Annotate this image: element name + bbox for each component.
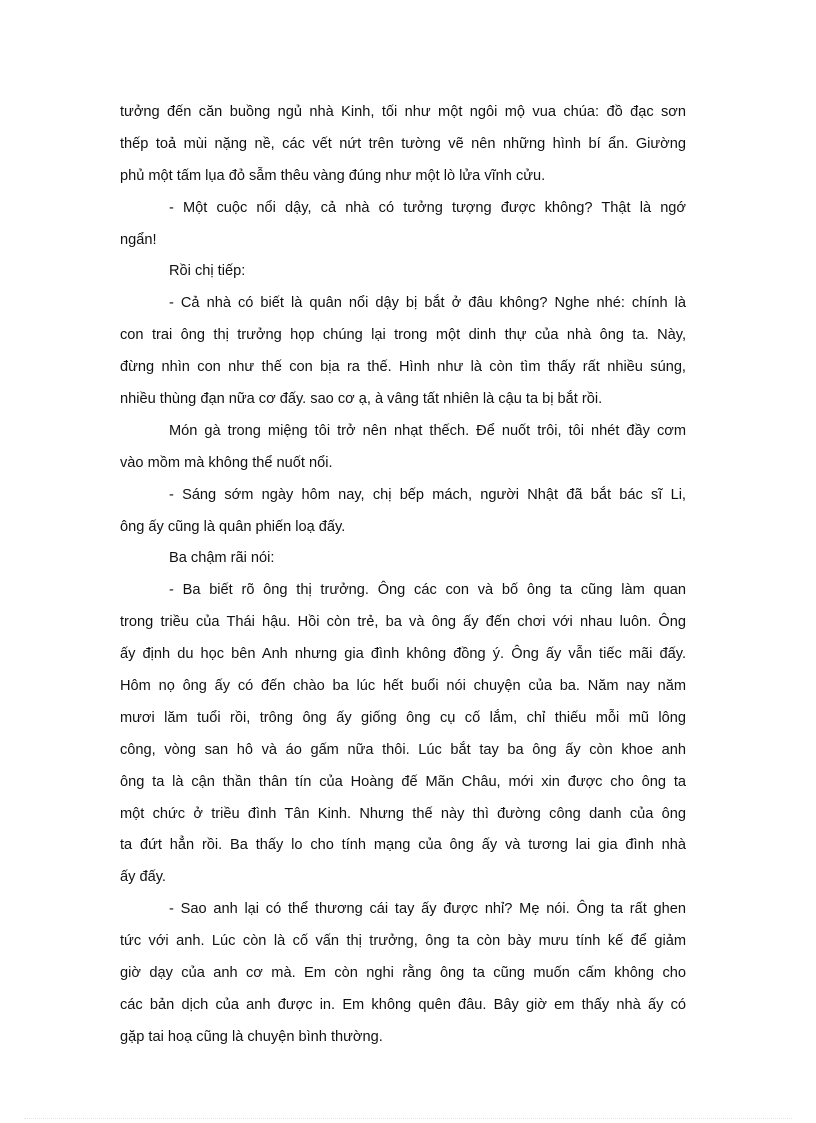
text-line: gặp tai hoạ cũng là chuyện bình thường.	[120, 1028, 383, 1045]
text-line: tức với anh. Lúc còn là cố vấn thị trưởng, ông ta còn bày mưu tính kế để giảm	[120, 933, 686, 950]
text-line: Rồi chị tiếp:	[169, 263, 246, 280]
text-line: giờ dạy của anh cơ mà. Em còn nghi rằng ông ta cũng muốn cấm không cho	[120, 965, 686, 982]
text-line: - Sáng sớm ngày hôm nay, chị bếp mách, người Nhật đã bắt bác sĩ Li,	[169, 486, 686, 503]
text-line: đừng nhìn con như thế con bịa ra thế. Hình như là còn tìm thấy rất nhiều súng,	[120, 359, 686, 376]
text-line: trong triều của Thái hậu. Hồi còn trẻ, ba và ông ấy đến chơi với nhau luôn. Ông	[120, 614, 686, 631]
text-line: ông ấy cũng là quân phiến loạ đấy.	[120, 518, 346, 535]
text-line: ta đứt hẳn rồi. Ba thấy lo cho tính mạng của ông ấy và tương lai gia đình nhà	[120, 837, 686, 854]
text-line: thếp toả mùi nặng nề, các vết nứt trên tường vẽ nên những hình bí ẩn. Giường	[120, 135, 686, 152]
text-line: ngẩn!	[120, 231, 157, 248]
body-text	[120, 97, 686, 1054]
page-bottom-rule	[24, 1118, 792, 1119]
text-line: nhiều thùng đạn nữa cơ đấy. sao cơ ạ, à vâng tất nhiên là cậu ta bị bắt rồi.	[120, 391, 603, 408]
text-line: vào mồm mà không thể nuốt nổi.	[120, 454, 333, 471]
text-line: ấy đấy.	[120, 869, 166, 886]
text-line: - Một cuộc nổi dậy, cả nhà có tưởng tượng được không? Thật là ngớ	[169, 199, 686, 216]
text-line: Món gà trong miệng tôi trở nên nhạt thếch. Để nuốt trôi, tôi nhét đầy cơm	[169, 422, 686, 439]
text-line: tưởng đến căn buồng ngủ nhà Kinh, tối như một ngôi mộ vua chúa: đồ đạc sơn	[120, 104, 686, 120]
text-line: công, vòng san hô và áo gấm nữa thôi. Lúc bắt tay ba ông ấy còn khoe anh	[120, 741, 686, 758]
text-line: - Cả nhà có biết là quân nổi dậy bị bắt ở đâu không? Nghe nhé: chính là	[169, 295, 686, 312]
text-line: ấy định du học bên Anh nhưng gia đình không đồng ý. Ông ấy vẫn tiếc mãi đấy.	[120, 646, 686, 663]
text-line: - Ba biết rõ ông thị trưởng. Ông các con và bố ông ta cũng làm quan	[169, 582, 686, 599]
text-line: - Sao anh lại có thể thương cái tay ấy được nhỉ? Mẹ nói. Ông ta rất ghen	[169, 901, 686, 918]
text-line: ông ta là cận thần thân tín của Hoàng đế Mãn Châu, mới xin được cho ông ta	[120, 773, 686, 790]
text-line: con trai ông thị trưởng họp chúng lại trong một dinh thự của nhà ông ta. Này,	[120, 327, 686, 344]
text-line: các bản dịch của anh được in. Em không quên đâu. Bây giờ em thấy nhà ấy có	[120, 996, 686, 1013]
text-line: Hôm nọ ông ấy có đến chào ba lúc hết buổi nói chuyện của ba. Năm nay năm	[120, 678, 686, 695]
text-line: một chức ở triều đình Tân Kinh. Nhưng thế này thì đường công danh của ông	[120, 805, 686, 822]
text-line: Ba chậm rãi nói:	[169, 550, 275, 567]
text-line: mươi lăm tuổi rồi, trông ông ấy giống ông cụ cố lắm, chỉ thiếu mỗi mũ lông	[120, 709, 686, 726]
text-line: phủ một tấm lụa đỏ sẫm thêu vàng đúng như một lò lửa vĩnh cửu.	[120, 167, 546, 184]
